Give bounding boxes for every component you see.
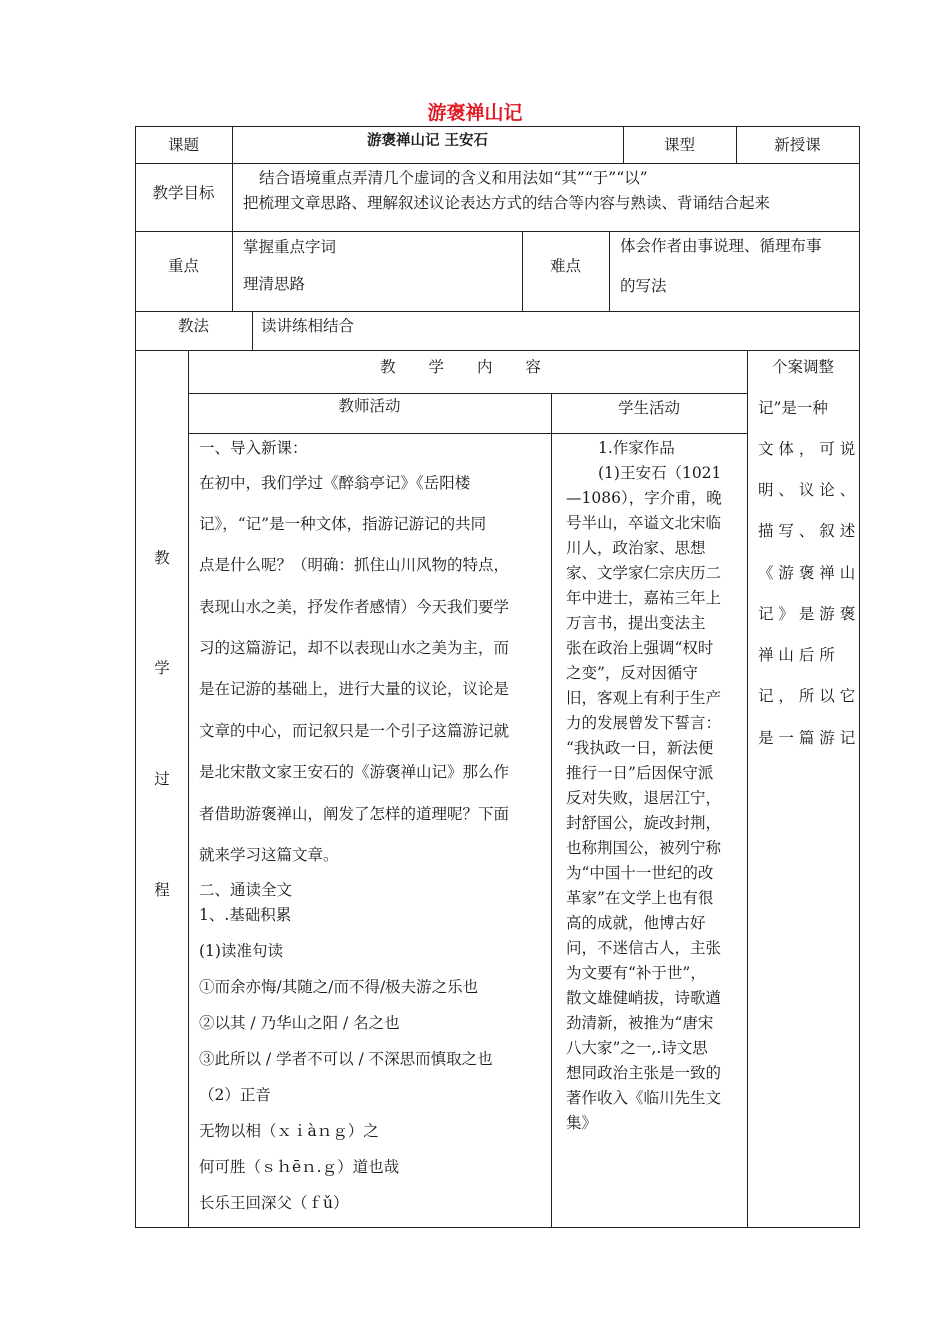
- intro-line: 习的这篇游记，却不以表现山水之美为主，而: [199, 639, 510, 657]
- page-title: 游褒禅山记: [427, 102, 523, 124]
- student-line: 之变”，反对因循守: [566, 664, 698, 682]
- student-line: 高的成就，他博古好: [566, 914, 706, 932]
- student-line: 封舒国公，旋改封荆，: [566, 814, 722, 832]
- student-line: “我执政一日，新法便: [566, 739, 714, 757]
- intro-line: 点是什么呢？（明确：抓住山川风物的特点，: [199, 556, 510, 574]
- difficulty-label: 难点: [549, 257, 581, 275]
- adjust-line: 是 一 篇 游 记: [758, 729, 856, 747]
- student-line: 想同政治主张是一致的: [566, 1064, 722, 1082]
- student-line: 散文雄健峭拔，诗歌遒: [566, 989, 722, 1007]
- process-side-char: 程: [154, 881, 170, 899]
- reading-item: ③此所以 / 学者不可以 / 不深思而慎取之也: [199, 1050, 493, 1068]
- student-line: 号半山，卒谥文北宋临: [566, 514, 722, 532]
- intro-line: 在初中，我们学过《醉翁亭记》《岳阳楼: [199, 474, 471, 492]
- reading-item: ②以其 / 乃华山之阳 / 名之也: [199, 1014, 400, 1032]
- read-heading: 二、通读全文: [199, 881, 293, 899]
- difficulty-line-1: 体会作者由事说理、循理布事: [620, 237, 822, 255]
- student-heading: 1.作家作品: [598, 439, 675, 457]
- process-side-char: 学: [154, 659, 170, 677]
- student-line: 也称荆国公，被列宁称: [566, 839, 722, 857]
- lesson-type-value: 新授课: [774, 136, 821, 154]
- student-line: 旧，客观上有利于生产: [566, 689, 722, 707]
- objectives-label: 教学目标: [152, 184, 215, 202]
- reading-item: ①而余亦悔/其随之/而不得/极夫游之乐也: [199, 978, 479, 996]
- student-line: 八大家”之一,.诗文思: [566, 1039, 708, 1057]
- student-line: 著作收入《临川先生文: [566, 1089, 722, 1107]
- content-header: 教 学 内 容: [380, 358, 555, 376]
- process-side-char: 教: [154, 549, 170, 567]
- intro-line: 者借助游褒禅山，阐发了怎样的道理呢？下面: [199, 805, 510, 823]
- pronunciation-heading: （2）正音: [199, 1086, 271, 1104]
- process-side-char: 过: [154, 770, 170, 788]
- adjust-header: 个案调整: [771, 358, 834, 376]
- method-label: 教法: [177, 317, 209, 335]
- intro-line: 是北宋散文家王安石的《游褒禅山记》那么作: [199, 763, 510, 781]
- student-line: 推行一日”后因保守派: [566, 764, 714, 782]
- student-line: 力的发展曾发下誓言：: [566, 714, 722, 732]
- intro-line: 文章的中心，而记叙只是一个引子这篇游记就: [199, 722, 510, 740]
- keypoints-line-2: 理清思路: [243, 275, 306, 293]
- lesson-type-label: 课型: [663, 136, 695, 154]
- method-value: 读讲练相结合: [261, 317, 355, 335]
- intro-line: 记》，“记”是一种文体，指游记游记的共同: [199, 515, 487, 533]
- student-activity-header: 学生活动: [617, 399, 680, 417]
- adjust-line: 《 游 褒 禅 山: [758, 564, 856, 582]
- difficulty-line-2: 的写法: [620, 277, 667, 295]
- pronunciation-item: 长乐王回深父（ｆǔ）: [199, 1194, 349, 1212]
- student-line: 张在政治上强调“权时: [566, 639, 714, 657]
- adjust-line: 文 体 ， 可 说: [758, 440, 856, 458]
- intro-line: 表现山水之美，抒发作者感情）今天我们要学: [199, 598, 510, 616]
- reading-heading: (1)读准句读: [199, 942, 283, 960]
- keypoints-line-1: 掌握重点字词: [243, 238, 337, 256]
- student-line: 为文要有“补于世”，: [566, 964, 706, 982]
- student-line: 劲清新，被推为“唐宋: [566, 1014, 714, 1032]
- student-line: 集》: [566, 1114, 598, 1132]
- intro-line: 是在记游的基础上，进行大量的议论，议论是: [199, 680, 510, 698]
- adjust-line: 描 写 、 叙 述: [758, 522, 856, 540]
- adjust-line: 记 》 是 游 褒: [758, 605, 856, 623]
- topic-label: 课题: [167, 136, 199, 154]
- student-line: 年中进士，嘉祐三年上: [566, 589, 722, 607]
- student-line: 川人，政治家、思想: [566, 539, 706, 557]
- pronunciation-item: 无物以相（ｘｉàｎｇ）之: [199, 1122, 379, 1140]
- student-line: —1086），字介甫，晚: [566, 489, 722, 507]
- adjust-line: 记 ， 所 以 它: [758, 687, 856, 705]
- student-line: 家、文学家仁宗庆历二: [566, 564, 722, 582]
- student-line: 万言书，提出变法主: [566, 614, 706, 632]
- student-line: 革家”在文学上也有很: [566, 889, 714, 907]
- student-line: 为“中国十一世纪的改: [566, 864, 714, 882]
- intro-line: 就来学习这篇文章。: [199, 846, 339, 864]
- student-line: 问，不迷信古人，主张: [566, 939, 722, 957]
- student-line: 反对失败，退居江宁，: [566, 789, 722, 807]
- adjust-line: 明 、 议 论 、: [758, 481, 856, 499]
- pronunciation-item: 何可胜（ｓｈēｎ.ｇ）道也哉: [199, 1158, 400, 1176]
- objectives-line-1: 结合语境重点弄清几个虚词的含义和用法如“其”“于”“以”: [259, 169, 648, 187]
- objectives-line-2: 把梳理文章思路、理解叙述议论表达方式的结合等内容与熟读、背诵结合起来: [243, 194, 771, 212]
- topic-value: 游褒禅山记 王安石: [366, 133, 489, 149]
- adjust-line: 记”是一种: [758, 399, 828, 417]
- basic-heading: 1、.基础积累: [199, 906, 292, 924]
- keypoints-label: 重点: [167, 257, 199, 275]
- intro-heading: 一、导入新课：: [199, 439, 308, 457]
- adjust-line: 禅 山 后 所: [758, 646, 835, 664]
- student-line: (1)王安石（1021: [598, 464, 722, 482]
- teacher-activity-header: 教师活动: [338, 397, 401, 415]
